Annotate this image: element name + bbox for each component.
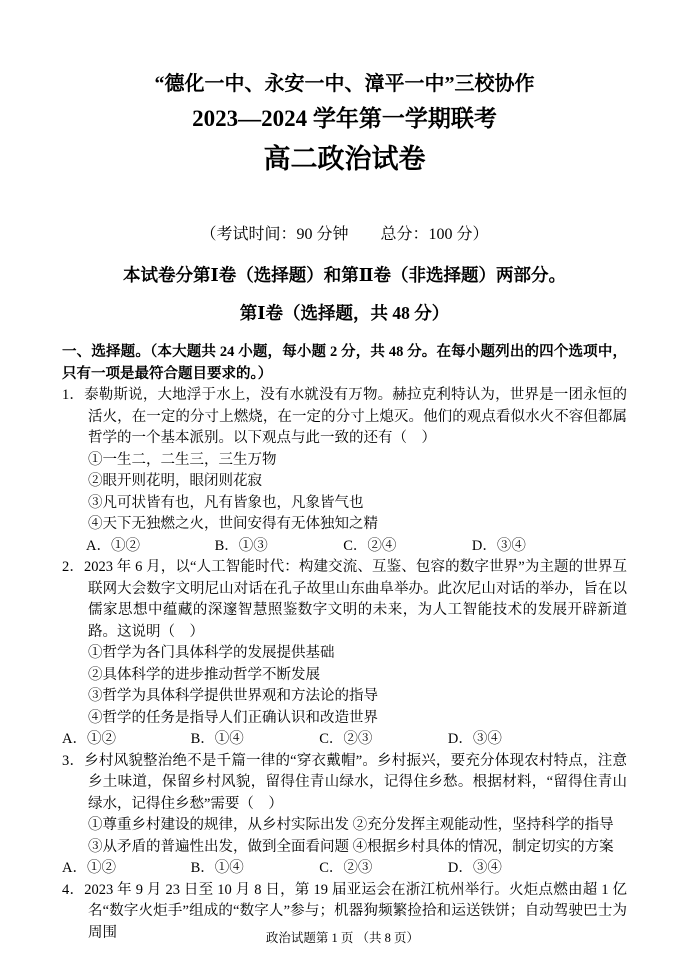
question-3-option-line: ①尊重乡村建设的规律，从乡村实际出发 ②充分发挥主观能动性，坚持科学的指导 bbox=[88, 817, 614, 833]
question-2-choices bbox=[62, 729, 627, 751]
choice-a: A．①② bbox=[62, 860, 116, 876]
choice-d: D．③④ bbox=[471, 537, 526, 554]
choice-a: A．①② bbox=[62, 731, 116, 747]
question-2-option-line: ①哲学为各门具体科学的发展提供基础 bbox=[88, 645, 335, 661]
choice-b: B．①④ bbox=[190, 860, 244, 876]
choice-d: D．③④ bbox=[447, 860, 502, 876]
choice-b: B．①③ bbox=[214, 537, 268, 554]
choice-c: C．②③ bbox=[319, 731, 373, 747]
choice-d: D．③④ bbox=[447, 731, 502, 747]
school-cooperation-title: “德化一中、永安一中、漳平一中”三校协作 bbox=[154, 73, 535, 95]
question-1-choices bbox=[62, 536, 627, 558]
choice-b: B．①④ bbox=[190, 731, 244, 747]
page-footer: 政治试题第 1 页 （共 8 页） bbox=[265, 931, 420, 945]
question-3 bbox=[62, 751, 627, 880]
question-1-option-line: ②眼开则花明，眼闭则花寂 bbox=[88, 473, 262, 489]
question-1-option-line: ④天下无独燃之火，世间安得有无体独知之精 bbox=[88, 516, 378, 532]
question-1 bbox=[62, 385, 627, 557]
choice-c: C．②③ bbox=[319, 860, 373, 876]
question-2-option-line: ③哲学为具体科学提供世界观和方法论的指导 bbox=[88, 688, 378, 704]
question-2-option-line: ②具体科学的进步推动哲学不断发展 bbox=[88, 666, 320, 683]
question-2 bbox=[62, 557, 627, 751]
question-4-stem: 4．2023 年 9 月 23 日至 10 月 8 日，第 19 届亚运会在浙江杭州举行。火炬点燃由超 1 亿名“数字火炬手”组成的“数字人”参与；机器狗频繁捡拾和运送铁饼；自动驾驶巴士为周围 bbox=[62, 881, 627, 941]
choice-c: C．②④ bbox=[343, 537, 397, 554]
exam-time-score-info: （考试时间：90 分钟 总分：100 分） bbox=[200, 226, 489, 243]
question-2-stem: 2．2023 年 6 月，以“人工智能时代：构建交流、互鉴、包容的数字世界”为主题的世界互联网大会数字文明尼山对话在孔子故里山东曲阜举办。此次尼山对话的举办，旨在以儒家思想中蕴藏的深邃智慧照鉴数字文明的未来，为人工智能技术的发展开辟新道路。这说明（ ） bbox=[62, 559, 627, 640]
question-1-stem: 1．泰勒斯说，大地浮于水上，没有水就没有万物。赫拉克利特认为，世界是一团永恒的活火，在一定的分寸上燃烧，在一定的分寸上熄灭。他们的观点看似水火不容但都属哲学的一个基本派别。以下观点与此一致的还有（ ） bbox=[62, 387, 627, 446]
multiple-choice-section-heading: 一、选择题。（本大题共 24 小题，每小题 2 分，共 48 分。在每小题列出的四个选项中，只有一项是最符合题目要求的。） bbox=[62, 344, 627, 382]
part1-section-title: 第Ⅰ卷（选择题，共 48 分） bbox=[239, 303, 450, 323]
question-1-option-line: ①一生二，二生三，三生万物 bbox=[88, 451, 277, 468]
question-2-option-line: ④哲学的任务是指导人们正确认识和改造世界 bbox=[88, 709, 378, 726]
choice-a: A．①② bbox=[86, 537, 140, 554]
question-3-option-line: ③从矛盾的普遍性出发，做到全面看问题 ④根据乡村具体的情况，制定切实的方案 bbox=[88, 838, 614, 855]
paper-header bbox=[62, 70, 627, 178]
question-1-option-line: ③凡可状皆有也，凡有皆象也，凡象皆气也 bbox=[88, 494, 364, 511]
question-3-choices bbox=[62, 858, 627, 880]
question-3-stem: 3．乡村风貌整治绝不是千篇一律的“穿衣戴帽”。乡村振兴，要充分体现农村特点，注意乡土味道，保留乡村风貌，留得住青山绿水，记得住乡愁。根据材料，“留得住青山绿水，记得住乡愁”需要（ ） bbox=[62, 752, 627, 812]
exam-session-title: 2023—2024 学年第一学期联考 bbox=[192, 106, 497, 131]
paper-parts-note: 本试卷分第Ⅰ卷（选择题）和第Ⅱ卷（非选择题）两部分。 bbox=[123, 265, 566, 285]
paper-title: 高二政治试卷 bbox=[263, 144, 426, 174]
